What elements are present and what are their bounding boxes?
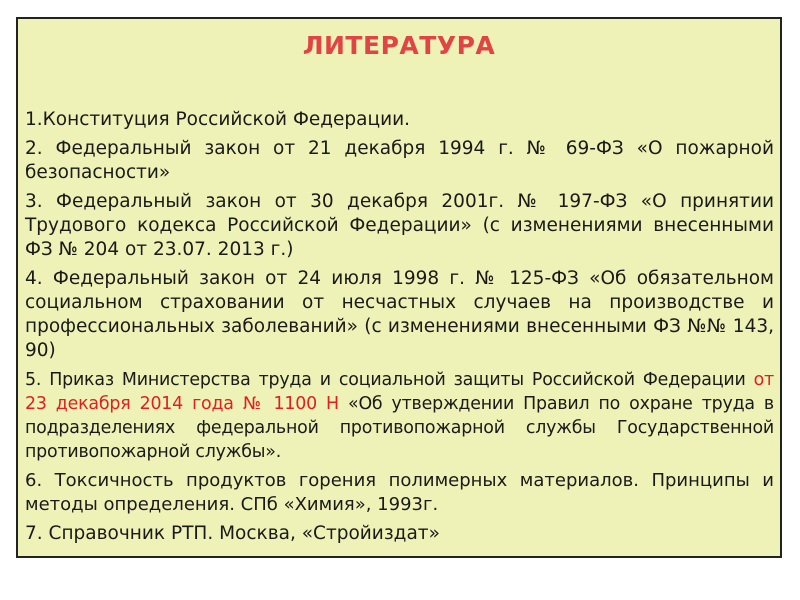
references-list	[25, 108, 774, 551]
page-title: ЛИТЕРАТУРА	[302, 31, 496, 60]
reference-item-7: 7. Справочник РТП. Москва, «Стройиздат»	[25, 523, 440, 544]
reference-item-4: 4. Федеральный закон от 24 июля 1998 г. № 125-ФЗ «Об обязательном социальном страховании от несчастных случаев на производстве и профессиональных заболеваний» (с изменениями внесенными ФЗ №№ 143, 90)	[25, 268, 774, 361]
reference-item-5-text: 5. Приказ Министерства труда и социальной защиты Российской Федерации	[25, 370, 754, 390]
reference-item-6: 6. Токсичность продуктов горения полимерных материалов. Принципы и методы определения. СПб «Химия», 1993г.	[25, 470, 774, 515]
reference-item-1: 1.Конституция Российской Федерации.	[25, 109, 411, 130]
reference-item-5-highlight: от 23 декабря 2014 года № 1100 Н	[25, 370, 774, 414]
reference-item-5-title: «Об утверждении Правил по охране труда в подразделениях федеральной противопожарной службы Государственной противопожарной службы».	[25, 394, 774, 462]
reference-item-2: 2. Федеральный закон от 21 декабря 1994 г. № 69-ФЗ «О пожарной безопасности»	[25, 138, 774, 183]
reference-item-5	[25, 368, 774, 464]
reference-item-3: 3. Федеральный закон от 30 декабря 2001г. № 197-ФЗ «О принятии Трудового кодекса Российской Федерации» (с изменениями внесенными ФЗ № 204 от 23.07. 2013 г.)	[25, 191, 774, 260]
slide-panel	[16, 17, 782, 558]
